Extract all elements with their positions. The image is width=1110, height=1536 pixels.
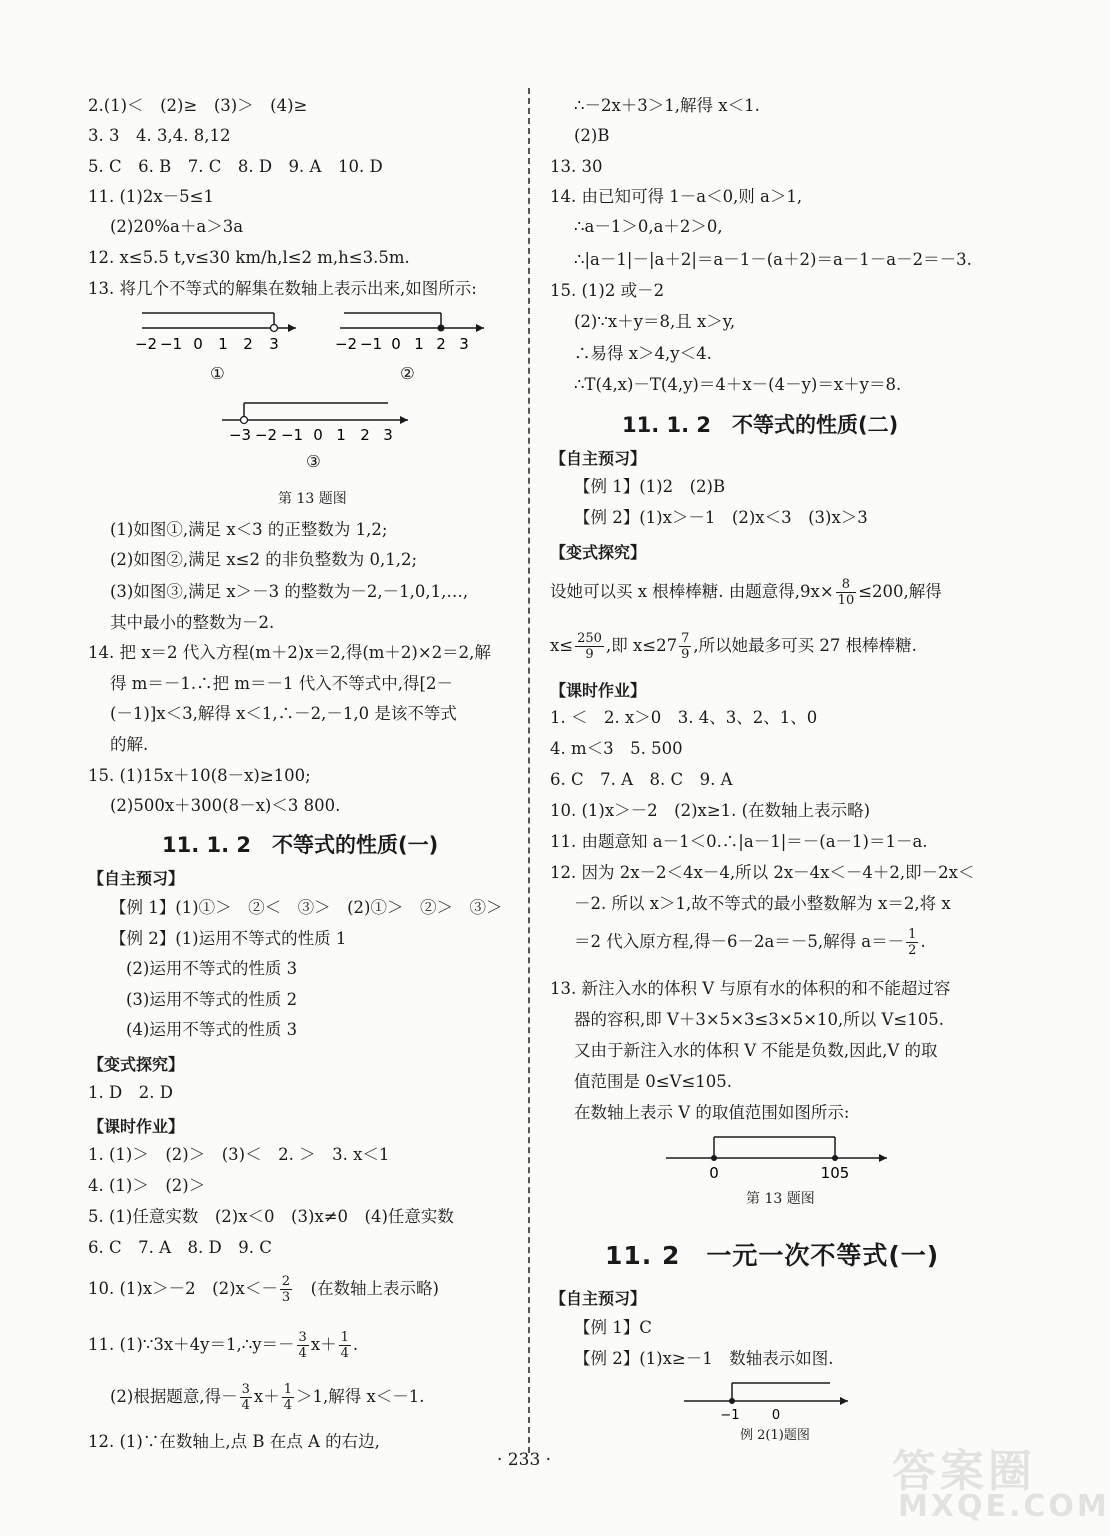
answer-line: (1)如图①,满足 x＜3 的正整数为 1,2; — [110, 520, 388, 539]
answer-line: 4. m＜3 5. 500 — [550, 739, 683, 758]
section-tag: 【变式探究】 — [550, 543, 647, 562]
answer-line: 11. (1)2x－5≤1 — [88, 187, 214, 206]
answer-line: ∴易得 x＞4,y＜4. — [574, 344, 712, 363]
answer-line: (2)如图②,满足 x≤2 的非负整数为 0,1,2; — [110, 550, 418, 569]
svg-text:−1: −1 — [159, 335, 183, 353]
numerator: 7 — [681, 631, 690, 646]
numerator: 1 — [908, 927, 917, 942]
svg-text:1: 1 — [336, 426, 346, 444]
numerator: 2 — [281, 1274, 291, 1289]
section-tag: 【变式探究】 — [88, 1055, 185, 1074]
denominator: 9 — [585, 647, 594, 662]
fraction — [679, 631, 691, 662]
answer-line: (3)如图③,满足 x＞－3 的整数为－2,－1,0,1,…, — [110, 582, 469, 601]
answer-line: 15. (1)2 或－2 — [550, 281, 665, 300]
numerator: 1 — [340, 1330, 349, 1345]
answer-line: 4. (1)＞ (2)＞ — [88, 1176, 206, 1195]
section-tag: 【自主预习】 — [550, 449, 647, 468]
numerator: 3 — [241, 1382, 250, 1397]
answer-line: 【例 1】(1)①＞ ②＜ ③＞ (2)①＞ ②＞ ③＞ — [110, 898, 503, 917]
svg-text:−3: −3 — [228, 426, 252, 444]
denominator: 4 — [241, 1398, 250, 1413]
answer-line: －2. 所以 x＞1,故不等式的最小整数解为 x＝2,将 x — [574, 894, 951, 913]
answer-line: 15. (1)15x＋10(8－x)≥100; — [88, 766, 311, 785]
answer-line: 【例 1】(1)2 (2)B — [574, 477, 726, 496]
svg-text:3: 3 — [459, 335, 469, 353]
figure-label: ① — [210, 364, 225, 383]
figure-label: ③ — [306, 452, 321, 471]
svg-text:2: 2 — [436, 335, 446, 353]
watermark-text: 答案圈 — [892, 1446, 1036, 1497]
answer-line: 13. 将几个不等式的解集在数轴上表示出来,如图所示: — [88, 279, 477, 298]
denominator: 9 — [681, 647, 690, 662]
text: ,即 x≤27 — [605, 636, 678, 655]
number-line-v — [662, 1132, 892, 1182]
svg-text:0: 0 — [709, 1164, 719, 1182]
answer-line: 【例 2】(1)运用不等式的性质 1 — [110, 929, 347, 948]
answer-line: (－1)]x＜3,解得 x＜1,∴－2,－1,0 是该不等式 — [110, 704, 457, 723]
answer-line: 1. ＜ 2. x＞0 3. 4、3、2、1、0 — [550, 708, 818, 727]
figure-label: ② — [400, 364, 415, 383]
answer-line: 6. C 7. A 8. D 9. C — [88, 1238, 272, 1257]
answer-line: 值范围是 0≤V≤105. — [574, 1072, 733, 1091]
denominator: 10 — [837, 593, 855, 608]
svg-text:0: 0 — [391, 335, 401, 353]
text: ＝2 代入原方程,得－6－2a＝－5,解得 a＝－ — [574, 932, 905, 951]
answer-line: 12. (1)∵在数轴上,点 B 在点 A 的右边, — [88, 1432, 380, 1451]
answer-line: 的解. — [110, 735, 149, 754]
section-title: 11. 2 一元一次不等式(一) — [605, 1241, 940, 1270]
fraction — [575, 631, 604, 662]
number-line-3 — [218, 395, 413, 445]
section-tag: 【课时作业】 — [550, 681, 647, 700]
answer-line: (2)B — [574, 126, 610, 145]
answer-line: ∴－2x＋3＞1,解得 x＜1. — [574, 96, 760, 115]
answer-line: 1. D 2. D — [88, 1083, 173, 1102]
answer-line: 14. 把 x＝2 代入方程(m＋2)x＝2,得(m＋2)×2＝2,解 — [88, 643, 491, 662]
fraction — [240, 1382, 252, 1413]
answer-line: ∴T(4,x)－T(4,y)＝4＋x－(4－y)＝x＋y＝8. — [574, 375, 902, 394]
fraction — [282, 1382, 294, 1413]
section-title: 11. 1. 2 不等式的性质(一) — [162, 833, 439, 857]
text: . — [352, 1335, 359, 1354]
text: (在数轴上表示略) — [310, 1279, 439, 1298]
svg-text:1: 1 — [218, 335, 228, 353]
answer-line: 12. x≤5.5 t,v≤30 km/h,l≤2 m,h≤3.5m. — [88, 248, 410, 267]
answer-line: 又由于新注入水的体积 V 不能是负数,因此,V 的取 — [574, 1041, 938, 1060]
answer-line: (2)运用不等式的性质 3 — [126, 959, 298, 978]
answer-line: 器的容积,即 V＋3×5×3≤3×5×10,所以 V≤105. — [574, 1010, 944, 1029]
denominator: 4 — [298, 1346, 307, 1361]
watermark-logo — [892, 1435, 1110, 1530]
numerator: 250 — [577, 631, 602, 646]
text: ≤200,解得 — [858, 582, 942, 601]
denominator: 4 — [340, 1346, 349, 1361]
text: ,所以她最多可买 27 根棒棒糖. — [693, 636, 917, 655]
answer-line: (2)500x＋300(8－x)＜3 800. — [110, 796, 341, 815]
answer-line: ∴|a－1|－|a＋2|＝a－1－(a＋2)＝a－1－a－2＝－3. — [574, 250, 972, 269]
svg-text:0: 0 — [771, 1408, 781, 1423]
svg-text:105: 105 — [820, 1164, 850, 1182]
svg-text:3: 3 — [383, 426, 393, 444]
denominator: 4 — [283, 1398, 292, 1413]
answer-line: 14. 由已知可得 1－a＜0,则 a＞1, — [550, 187, 803, 206]
answer-line: ∴a－1＞0,a＋2＞0, — [574, 217, 723, 236]
answer-line — [88, 1272, 439, 1306]
svg-text:−2: −2 — [134, 335, 158, 353]
svg-text:0: 0 — [193, 335, 203, 353]
text: (2)根据题意,得－ — [110, 1387, 238, 1406]
answer-line: (4)运用不等式的性质 3 — [126, 1020, 298, 1039]
svg-text:1: 1 — [414, 335, 424, 353]
answer-line: 【例 2】(1)x＞－1 (2)x＜3 (3)x＞3 — [574, 508, 868, 527]
answer-line: (2)∵x＋y＝8,且 x＞y, — [574, 312, 736, 331]
figure-caption: 例 2(1)题图 — [740, 1428, 810, 1443]
svg-text:−1: −1 — [359, 335, 383, 353]
section-tag: 【自主预习】 — [550, 1289, 647, 1308]
number-line-example — [680, 1375, 855, 1425]
answer-line — [88, 1328, 358, 1362]
answer-line: 13. 新注入水的体积 V 与原有水的体积的和不能超过容 — [550, 979, 951, 998]
page-number: · 233 · — [497, 1450, 552, 1470]
text: ＞1,解得 x＜－1. — [296, 1387, 425, 1406]
figure-caption: 第 13 题图 — [278, 491, 347, 507]
svg-text:0: 0 — [313, 426, 323, 444]
answer-line: 6. C 7. A 8. C 9. A — [550, 770, 733, 789]
answer-line — [574, 924, 926, 960]
text: 设她可以买 x 根棒棒糖. 由题意得,9x× — [550, 582, 834, 601]
section-title: 11. 1. 2 不等式的性质(二) — [622, 413, 899, 437]
denominator: 3 — [281, 1290, 291, 1305]
section-tag: 【自主预习】 — [88, 869, 185, 888]
svg-text:2: 2 — [243, 335, 253, 353]
figure-caption: 第 13 题图 — [746, 1191, 815, 1207]
numerator: 1 — [283, 1382, 292, 1397]
answer-line: 10. (1)x＞－2 (2)x≥1. (在数轴上表示略) — [550, 801, 871, 820]
answer-line: 【例 2】(1)x≥－1 数轴表示如图. — [574, 1349, 834, 1368]
answer-line: 1. (1)＞ (2)＞ (3)＜ 2. ＞ 3. x＜1 — [88, 1145, 390, 1164]
answer-line: 得 m＝－1.∴把 m＝－1 代入不等式中,得[2－ — [110, 674, 453, 693]
number-line-2 — [336, 305, 496, 355]
answer-line: 2.(1)＜ (2)≥ (3)＞ (4)≥ — [88, 96, 308, 115]
svg-text:3: 3 — [269, 335, 279, 353]
answer-line — [110, 1380, 425, 1414]
answer-line: 在数轴上表示 V 的取值范围如图所示: — [574, 1103, 850, 1122]
fraction — [280, 1274, 292, 1305]
text: 10. (1)x＞－2 (2)x＜－ — [88, 1279, 278, 1298]
answer-line: 5. (1)任意实数 (2)x＜0 (3)x≠0 (4)任意实数 — [88, 1207, 454, 1226]
answer-line: 5. C 6. B 7. C 8. D 9. A 10. D — [88, 157, 383, 176]
svg-text:−1: −1 — [720, 1408, 740, 1423]
answer-line: (3)运用不等式的性质 2 — [126, 990, 298, 1009]
number-line-1 — [134, 305, 298, 355]
svg-text:−2: −2 — [254, 426, 278, 444]
svg-text:−1: −1 — [280, 426, 304, 444]
answer-line: 其中最小的整数为－2. — [110, 613, 275, 632]
denominator: 2 — [908, 943, 917, 958]
answer-line: 【例 1】C — [574, 1318, 652, 1337]
answer-line: 11. 由题意知 a－1＜0.∴|a－1|＝－(a－1)＝1－a. — [550, 832, 928, 851]
answer-line — [550, 574, 942, 610]
watermark-url: MXQE.COM — [898, 1489, 1110, 1524]
answer-line — [550, 628, 917, 664]
column-divider — [528, 88, 530, 1453]
answer-line: 13. 30 — [550, 157, 603, 176]
text: x＋ — [310, 1335, 337, 1354]
answer-line: 3. 3 4. 3,4. 8,12 — [88, 126, 231, 145]
text: x≤ — [550, 636, 574, 655]
answer-line: 12. 因为 2x－2＜4x－4,所以 2x－4x＜－4＋2,即－2x＜ — [550, 863, 975, 882]
svg-text:2: 2 — [360, 426, 370, 444]
fraction — [906, 927, 918, 958]
svg-text:−2: −2 — [334, 335, 358, 353]
fraction — [339, 1330, 351, 1361]
numerator: 8 — [836, 577, 857, 593]
text: . — [920, 932, 926, 951]
fraction — [297, 1330, 309, 1361]
answer-line: (2)20%a＋a＞3a — [110, 217, 244, 236]
text: x＋ — [253, 1387, 280, 1406]
text: 11. (1)∵3x＋4y＝1,∴y＝－ — [88, 1335, 295, 1354]
numerator: 3 — [298, 1330, 307, 1345]
section-tag: 【课时作业】 — [88, 1117, 185, 1136]
fraction — [836, 577, 857, 608]
